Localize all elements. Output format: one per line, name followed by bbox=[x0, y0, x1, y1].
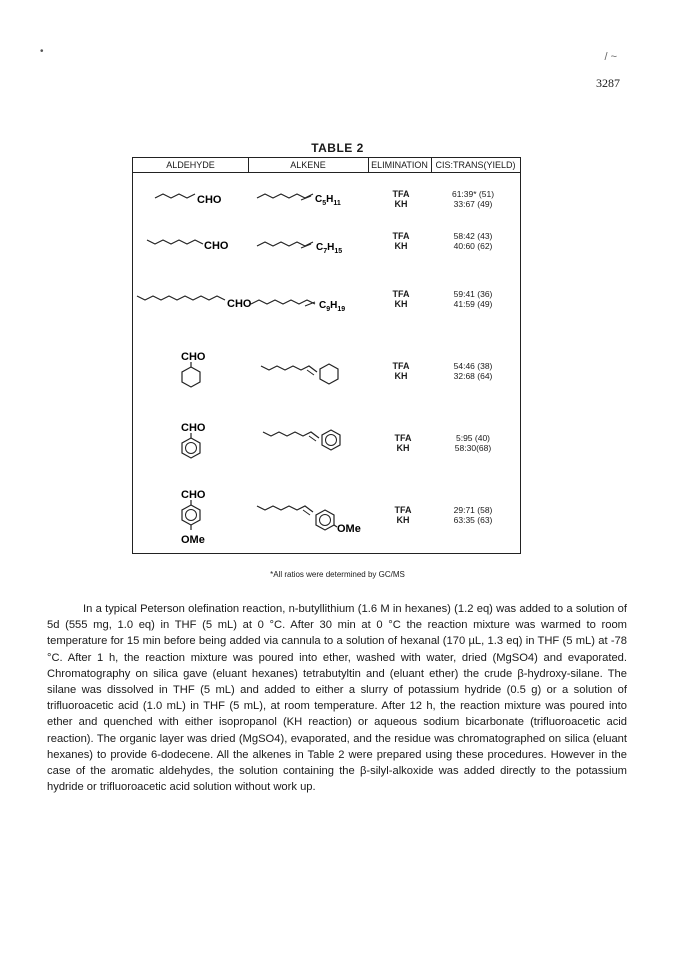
header-aldehyde: ALDEHYDE bbox=[133, 158, 248, 173]
elimination-cell: TFA KH bbox=[392, 361, 410, 381]
aldehyde-label: CHO bbox=[204, 240, 229, 252]
paragraph-text: In a typical Peterson olefination reaction, n-butyllithium (1.6 M in hexanes) (1.2 eq) was added to a solution of 5d (555 mg, 1.0 eq) in THF (5 mL) at 0 °C. After 30 min at 0 °C the reaction mixture was warmed to room temperature for 15 min before being added via cannula to a solution of hexanal (170 µL, 1.3 eq) in THF (5 mL) at -78 °C. After 1 h, the reaction mixture was poured into ether, washed with water, dried (MgSO4) and evaporated. Chromatography on silica gave (eluant hexanes) tetrabutyltin and (eluant ether) the crude β-hydroxy-silane. The silane was dissolved in THF (5 mL) and added to either a slurry of potassium hydride (0.5 g) or a solution of trifluoroacetic acid (1.0 mL) in THF (5 mL), at room temperature. After 12 h, the reaction mixture was poured into ether and quenched with either isopropanol (KH reaction) or aqueous sodium bicarbonate (trifluoroacetic acid reaction). The organic layer was dried (MgSO4), evaporated, and the residue was chromatographed on silica (eluant hexanes) to provide 6-dodecene. All the alkenes in Table 2 were prepared using these procedures. However in the case of the aromatic aldehydes, the solution containing the β-silyl-alkoxide was added directly to the potassium hydride or trifluoroacetic acid solution without work up. bbox=[47, 603, 627, 794]
svg-text:C9H19: $C_9H_{19}$ bbox=[319, 300, 346, 313]
elimination-cell: TFA KH bbox=[392, 189, 410, 209]
corner-dot: • bbox=[40, 46, 44, 57]
ratio-cell: 58:42 (43) 40:60 (62) bbox=[453, 231, 493, 251]
aldehyde-label: CHO bbox=[197, 194, 222, 206]
ratio-cell: 29:71 (58) 63:35 (63) bbox=[453, 505, 493, 525]
ratio-cell: 54:46 (38) 32:68 (64) bbox=[453, 361, 493, 381]
corner-mark: / ~ bbox=[604, 51, 617, 63]
table-2 bbox=[132, 157, 521, 554]
table-footnote: *All ratios were determined by GC/MS bbox=[270, 570, 405, 579]
header-cis-trans: CIS:TRANS(YIELD) bbox=[431, 158, 520, 173]
elimination-cell: TFA KH bbox=[392, 231, 410, 251]
ratio-cell: 5:95 (40) 58:30(68) bbox=[454, 433, 492, 453]
elimination-cell: TFA KH bbox=[392, 289, 410, 309]
aldehyde-label: CHO bbox=[181, 422, 206, 434]
methoxy-label: OMe bbox=[181, 534, 205, 546]
ratio-cell: 61:39* (51) 33:67 (49) bbox=[451, 189, 495, 209]
body-paragraph bbox=[47, 601, 627, 795]
ratio-cell: 59:41 (36) 41:59 (49) bbox=[453, 289, 493, 309]
aldehyde-label: CHO bbox=[181, 489, 206, 501]
svg-text:C7H15: $C_7H_{15}$ bbox=[316, 242, 343, 255]
alkene-methoxyphenyl-structure bbox=[133, 158, 522, 555]
svg-text:C5H11: $C_5H_{11}$ bbox=[315, 194, 341, 207]
methoxy-label: OMe bbox=[337, 523, 361, 535]
elimination-cell: TFA KH bbox=[394, 433, 412, 453]
header-elimination: ELIMINATION bbox=[368, 158, 431, 173]
aldehyde-label: CHO bbox=[181, 351, 206, 363]
elimination-cell: TFA KH bbox=[394, 505, 412, 525]
page-number: 3287 bbox=[596, 76, 620, 90]
aldehyde-label: CHO bbox=[227, 298, 252, 310]
table-title: TABLE 2 bbox=[311, 141, 364, 155]
header-alkene: ALKENE bbox=[248, 158, 368, 173]
